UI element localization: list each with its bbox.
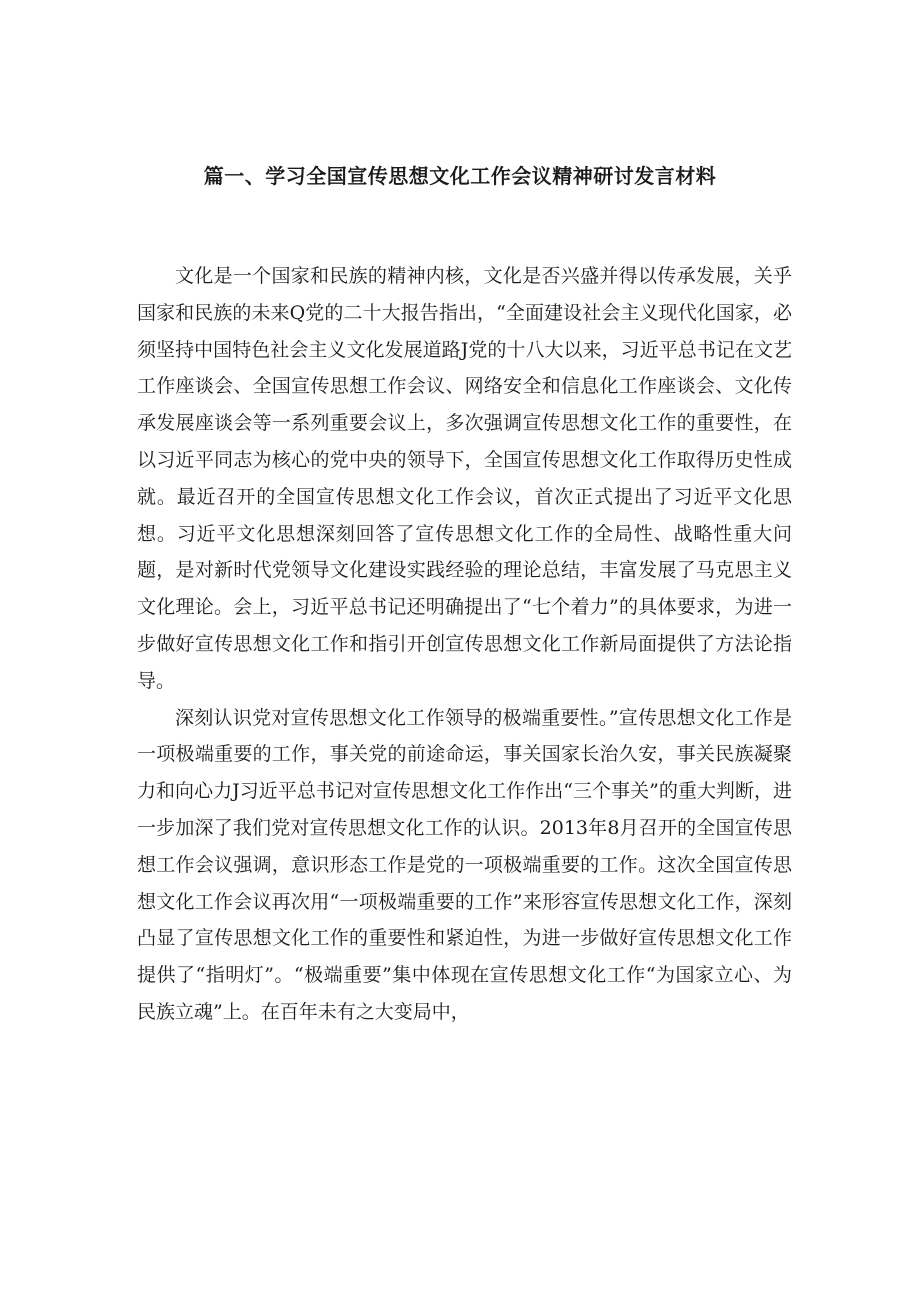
paragraph-2: 深刻认识党对宣传思想文化工作领导的极端重要性。”宣传思想文化工作是一项极端重要的工作，事关党的前途命运，事关国家长治久安，事关民族凝聚力和向心力J习近平总书记对宣传思想文化工作作出“三个事关”的重大判断，进一步加深了我们党对宣传思想文化工作的认识。2013年8月召开的全国宣传思想工作会议强调，意识形态工作是党的一项极端重要的工作。这次全国宣传思想文化工作会议再次用“一项极端重要的工作”来形容宣传思想文化工作，深刻凸显了宣传思想文化工作的重要性和紧迫性，为进一步做好宣传思想文化工作提供了“指明灯”。“极端重要”集中体现在宣传思想文化工作“为国家立心、为民族立魂”上。在百年未有之大变局中， xyxy=(137,706,792,1023)
document-title: 篇一、学习全国宣传思想文化工作会议精神研讨发言材料 xyxy=(203,164,717,188)
document-body xyxy=(137,258,792,1031)
paragraph-1: 文化是一个国家和民族的精神内核，文化是否兴盛并得以传承发展，关乎国家和民族的未来Q党的二十大报告指出，“全面建设社会主义现代化国家，必须坚持中国特色社会主义文化发展道路J党的十八大以来，习近平总书记在文艺工作座谈会、全国宣传思想工作会议、网络安全和信息化工作座谈会、文化传承发展座谈会等一系列重要会议上，多次强调宣传思想文化工作的重要性，在以习近平同志为核心的党中央的领导下，全国宣传思想文化工作取得历史性成就。最近召开的全国宣传思想文化工作会议，首次正式提出了习近平文化思想。习近平文化思想深刻回答了宣传思想文化工作的全局性、战略性重大问题，是对新时代党领导文化建设实践经验的理论总结，丰富发展了马克思主义文化理论。会上，习近平总书记还明确提出了“七个着力”的具体要求，为进一步做好宣传思想文化工作和指引开创宣传思想文化工作新局面提供了方法论指导。 xyxy=(137,265,792,692)
